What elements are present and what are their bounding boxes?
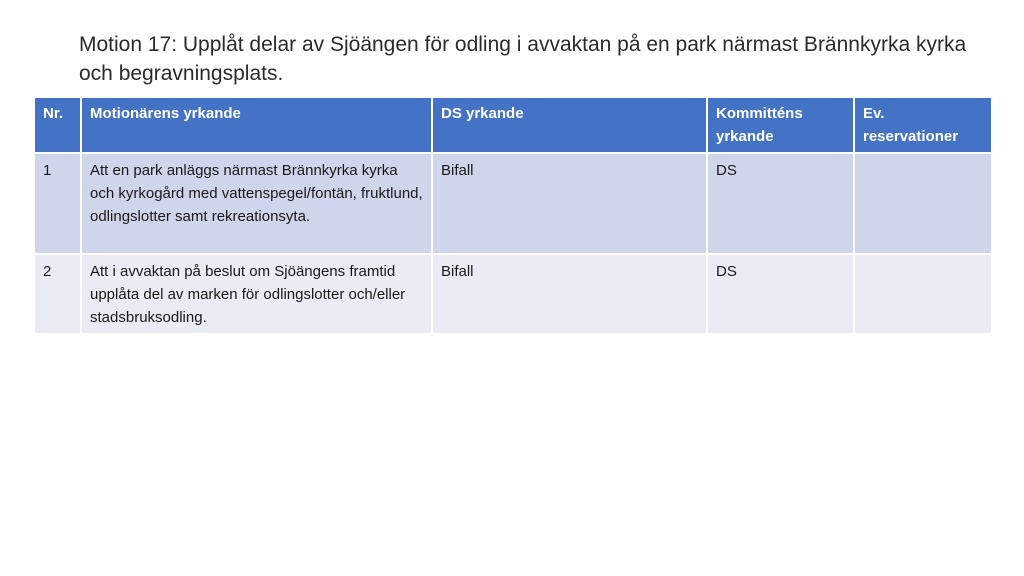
cell-nr: 1 [34, 153, 81, 254]
cell-nr: 2 [34, 254, 81, 334]
table-header-row [34, 97, 992, 153]
cell-committee: DS [707, 153, 854, 254]
cell-ds: Bifall [432, 153, 707, 254]
cell-ds: Bifall [432, 254, 707, 334]
table-row [34, 254, 992, 334]
header-committee: Kommitténs yrkande [707, 97, 854, 153]
cell-motion: Att i avvaktan på beslut om Sjöängens framtid upplåta del av marken för odlingslotter och/eller stadsbruksodling. [81, 254, 432, 334]
header-reservations: Ev. reservationer [854, 97, 992, 153]
header-motion: Motionärens yrkande [81, 97, 432, 153]
cell-reservations [854, 153, 992, 254]
table-row [34, 153, 992, 254]
header-ds: DS yrkande [432, 97, 707, 153]
cell-committee: DS [707, 254, 854, 334]
cell-reservations [854, 254, 992, 334]
cell-motion: Att en park anläggs närmast Brännkyrka kyrka och kyrkogård med vattenspegel/fontän, fruktlund, odlingslotter samt rekreationsyta. [81, 153, 432, 254]
motion-table [33, 96, 993, 335]
header-nr: Nr. [34, 97, 81, 153]
slide-title: Motion 17: Upplåt delar av Sjöängen för odling i avvaktan på en park närmast Brännkyrka kyrka och begravningsplats. [79, 33, 967, 85]
